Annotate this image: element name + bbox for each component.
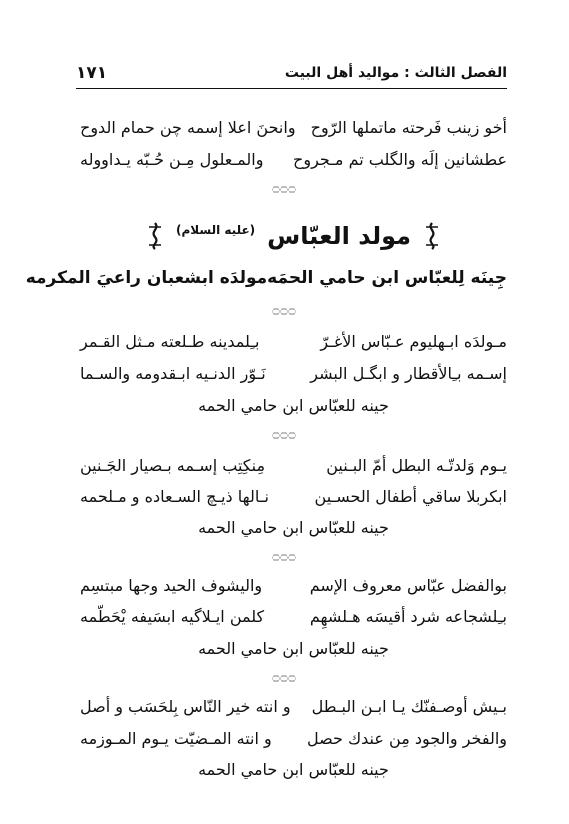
stanza-3-line-1 — [80, 576, 507, 595]
stanza-1-refrain: جينه للعبّاس ابن حامي الحمه — [198, 396, 389, 415]
stanza-2-line-2-right: ابكربلا ساقي أطفال الحسـين — [314, 487, 507, 506]
stanza-1-line-2-right: إسـمه بـِالأقطار و ابگـل البشر — [310, 364, 507, 383]
chorus-line — [25, 268, 507, 288]
stanza-1-line-2 — [80, 364, 507, 383]
page-number: ١٧١ — [76, 63, 108, 83]
stanza-3-refrain: جينه للعبّاس ابن حامي الحمه — [198, 639, 389, 658]
chorus-left: مولدَه ابشعبان راعيَ المكرمه — [25, 268, 268, 288]
stanza-3-line-2-right: بـِلشجاعه شرد أقيسَه هـلشهِم — [309, 607, 507, 626]
stanza-2-line-2 — [80, 487, 507, 506]
stanza-1-line-2-left: نَـوّر الدنـيه ابـقدومه والسـما — [80, 364, 266, 383]
intro-line-2-right: عطشانين إلَه والگلب تم مـجروح — [293, 150, 507, 169]
intro-line-1-right: أخو زينب فَرحته ماتملها الرّوح — [310, 118, 507, 137]
stanza-4-line-1-right: بـيش أوصـفنّك يـا ابـن البـطل — [311, 697, 507, 716]
ornament-divider: ۝۝۝ — [272, 302, 297, 316]
stanza-3-line-2 — [80, 607, 507, 626]
header-divider — [76, 88, 507, 89]
stanza-4-line-2-right: والفخر والجود مِن عندك حصل — [307, 729, 507, 748]
stanza-4-line-1 — [80, 697, 507, 716]
stanza-1-line-1-left: بـِلمدينه طـلعته مـثل القـمر — [80, 332, 260, 351]
flourish-right-icon — [423, 221, 441, 251]
stanza-4-line-2-left: و انته المـضيّت يـوم المـوزمه — [80, 729, 272, 748]
page-header — [76, 60, 507, 86]
stanza-1-line-1-right: مـولدَه ابـهليوم عـبّاس الأغـرّ — [320, 332, 507, 351]
chapter-title: الفصل الثالث : مواليد أهل البيت — [284, 65, 507, 81]
stanza-3-line-2-left: كلمن ايـلاگيه ابسَيفه يْحَطّمه — [80, 607, 265, 626]
chorus-right: جِينَه لِلعبّاس ابن حامي الحمَه — [267, 268, 507, 288]
flourish-left-icon — [146, 221, 164, 251]
stanza-2-line-1-left: مِنكِتِب إسـمه بـصيار الجَـنين — [80, 456, 266, 475]
ornament-divider: ۝۝۝ — [272, 669, 297, 683]
ornament-divider: ۝۝۝ — [272, 180, 297, 194]
honorific-mark: (عليه السلام) — [176, 223, 256, 237]
stanza-3-line-1-right: بوالفضل عبّاس معروف الإسم — [309, 576, 507, 595]
stanza-2-line-2-left: نـالها ذيـچ السـعاده و مـلحمه — [80, 487, 269, 506]
intro-line-1 — [80, 118, 507, 137]
stanza-2-line-1-right: يـوم وَلدتّـه البطل أمّ البـنين — [326, 456, 507, 475]
intro-line-2-left: والمـعلول مِـن حُـبّه يـداووله — [80, 150, 264, 169]
stanza-3-line-1-left: واليشوف الحيد وجها مبتسِم — [80, 576, 263, 595]
ornament-divider: ۝۝۝ — [272, 548, 297, 562]
ornament-divider: ۝۝۝ — [272, 426, 297, 440]
section-title: مولد العبّاس — [267, 222, 412, 250]
stanza-4-refrain: جينه للعبّاس ابن حامي الحمه — [198, 760, 389, 779]
stanza-4-line-2 — [80, 729, 507, 748]
intro-line-1-left: وانحنَ اعلا إسمه چن حمام الدوح — [80, 118, 296, 137]
stanza-1-line-1 — [80, 332, 507, 351]
stanza-4-line-1-left: و انته خير النّاس بِلحَسَب و أصل — [80, 697, 291, 716]
intro-line-2 — [80, 150, 507, 169]
section-heading — [80, 216, 507, 256]
stanza-2-refrain: جينه للعبّاس ابن حامي الحمه — [198, 518, 389, 537]
stanza-2-line-1 — [80, 456, 507, 475]
